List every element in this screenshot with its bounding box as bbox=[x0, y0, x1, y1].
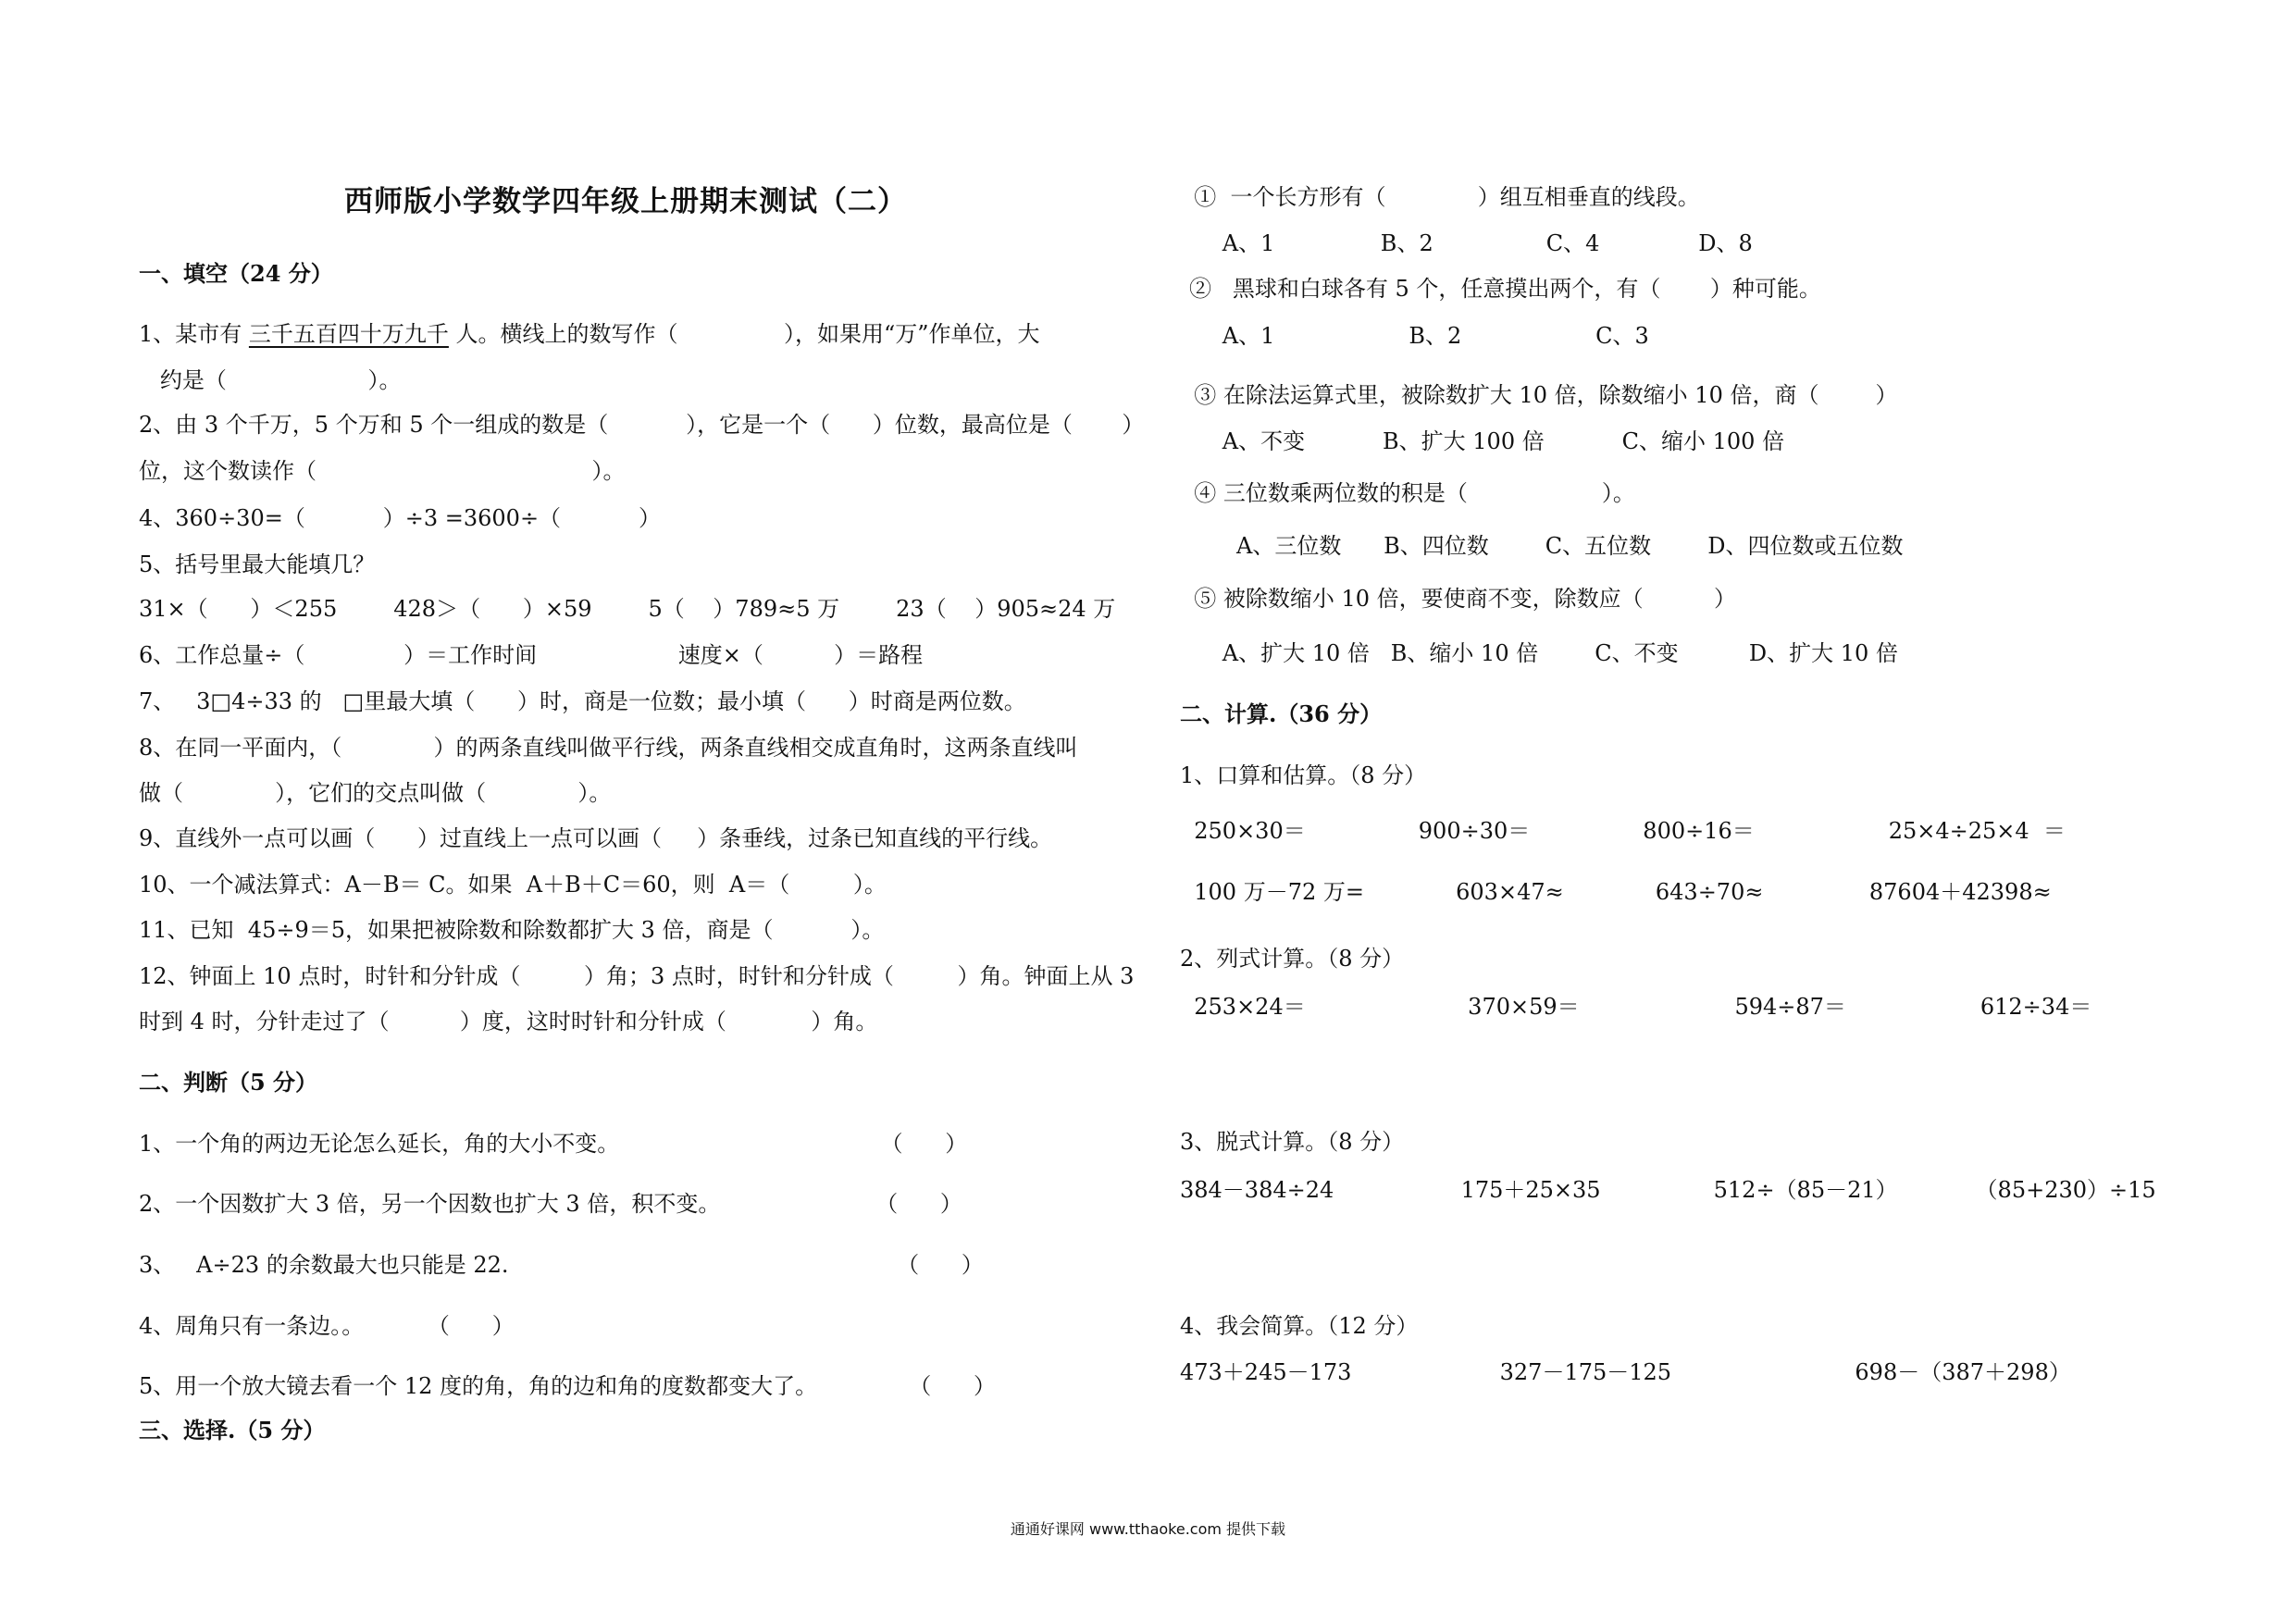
choice-3: ③ 在除法运算式里，被除数扩大 10 倍，除数缩小 10 倍，商（ ） bbox=[1180, 382, 1898, 408]
choice-5-options: A、扩大 10 倍 B、缩小 10 倍 C、不变 D、扩大 10 倍 bbox=[1180, 640, 1898, 666]
calc-2-row: 253×24＝ 370×59＝ 594÷87＝ 612÷34＝ bbox=[1180, 994, 2092, 1020]
calc-4-heading: 4、我会简算。（12 分） bbox=[1180, 1313, 1419, 1339]
question-1 bbox=[139, 320, 1040, 348]
question-5-items: 31×（ ）＜255 428＞（ ）×59 5（ ）789≈5 万 23（ ）905≈24 万 bbox=[139, 596, 1116, 622]
q1-suffix: 人。横线上的数写作（ ），如果用“万”作单位，大 bbox=[448, 321, 1040, 347]
question-6: 6、工作总量÷（ ）＝工作时间 速度×（ ）＝路程 bbox=[139, 642, 924, 668]
question-9: 9、直线外一点可以画（ ）过直线上一点可以画（ ）条垂线，过条已知直线的平行线。 bbox=[139, 825, 1053, 851]
judge-4: 4、周角只有一条边。。 （ ） bbox=[139, 1313, 515, 1339]
judge-1: 1、一个角的两边无论怎么延长，角的大小不变。 （ ） bbox=[139, 1131, 968, 1157]
page-title: 西师版小学数学四年级上册期末测试（二） bbox=[344, 185, 907, 218]
choice-1-options: A、1 B、2 C、4 D、8 bbox=[1180, 230, 1753, 256]
section-fill-in: 一、填空（24 分） bbox=[139, 260, 333, 287]
question-12-cont: 时到 4 时，分针走过了（ ）度，这时时针和分针成（ ）角。 bbox=[139, 1009, 878, 1035]
choice-2: ② 黑球和白球各有 5 个，任意摸出两个，有（ ）种可能。 bbox=[1189, 276, 1821, 302]
q1-prefix: 1、某市有 bbox=[139, 321, 249, 347]
judge-5: 5、用一个放大镜去看一个 12 度的角，角的边和角的度数都变大了。 （ ） bbox=[139, 1373, 997, 1399]
choice-3-options: A、不变 B、扩大 100 倍 C、缩小 100 倍 bbox=[1180, 428, 1785, 454]
page-footer: 通通好课网 www.tthaoke.com 提供下载 bbox=[1010, 1520, 1286, 1538]
choice-2-options: A、1 B、2 C、3 bbox=[1180, 323, 1649, 349]
question-5: 5、括号里最大能填几？ bbox=[139, 551, 376, 577]
calc-1-row-1: 250×30＝ 900÷30＝ 800÷16＝ 25×4÷25×4 ＝ bbox=[1180, 818, 2066, 844]
question-2: 2、由 3 个千万，5 个万和 5 个一组成的数是（ ），它是一个（ ）位数，最高位是（ ） bbox=[139, 412, 1145, 438]
question-10: 10、一个减法算式：A－B＝ C。如果 A＋B＋C＝60，则 A＝（ ）。 bbox=[139, 872, 887, 898]
choice-4-options: A、三位数 B、四位数 C、五位数 D、四位数或五位数 bbox=[1180, 533, 1904, 559]
choice-5: ⑤ 被除数缩小 10 倍，要使商不变，除数应（ ） bbox=[1180, 586, 1736, 612]
section-judge: 二、判断（5 分） bbox=[139, 1069, 318, 1096]
choice-4: ④ 三位数乘两位数的积是（ ）。 bbox=[1180, 480, 1635, 506]
calc-3-row: 384－384÷24 175＋25×35 512÷（85－21） （85+230）÷15 bbox=[1180, 1177, 2156, 1203]
judge-2: 2、一个因数扩大 3 倍，另一个因数也扩大 3 倍，积不变。 （ ） bbox=[139, 1191, 962, 1217]
calc-1-row-2: 100 万－72 万= 603×47≈ 643÷70≈ 87604＋42398≈ bbox=[1180, 879, 2052, 905]
question-4: 4、360÷30=（ ）÷3 =3600÷（ ） bbox=[139, 505, 661, 531]
choice-1: ① 一个长方形有（ ）组互相垂直的线段。 bbox=[1180, 184, 1700, 210]
calc-2-heading: 2、列式计算。（8 分） bbox=[1180, 946, 1405, 972]
calc-3-heading: 3、脱式计算。（8 分） bbox=[1180, 1129, 1405, 1155]
section-choice: 三、选择.（5 分） bbox=[139, 1417, 326, 1443]
question-8: 8、在同一平面内，（ ）的两条直线叫做平行线，两条直线相交成直角时，这两条直线叫 bbox=[139, 735, 1078, 761]
q1-underlined-number: 三千五百四十万九千 bbox=[248, 321, 449, 347]
section-calculation: 二、计算.（36 分） bbox=[1180, 700, 1383, 727]
calc-4-row: 473＋245－173 327－175－125 698－（387＋298） bbox=[1180, 1359, 2071, 1385]
calc-1-heading: 1、口算和估算。（8 分） bbox=[1180, 762, 1427, 788]
question-7: 7、 3□4÷33 的 □里最大填（ ）时，商是一位数；最小填（ ）时商是两位数。 bbox=[139, 688, 1026, 714]
question-8-cont: 做（ ），它们的交点叫做（ ）。 bbox=[139, 780, 612, 806]
question-2-cont: 位，这个数读作（ ）。 bbox=[139, 458, 626, 484]
question-1-cont: 约是（ ）。 bbox=[139, 367, 402, 393]
question-12: 12、钟面上 10 点时，时针和分针成（ ）角；3 点时，时针和分针成（ ）角。钟面上从 3 bbox=[139, 963, 1135, 989]
judge-3: 3、 A÷23 的余数最大也只能是 22. （ ） bbox=[139, 1252, 984, 1278]
question-11: 11、已知 45÷9＝5，如果把被除数和除数都扩大 3 倍，商是（ ）。 bbox=[139, 917, 885, 943]
